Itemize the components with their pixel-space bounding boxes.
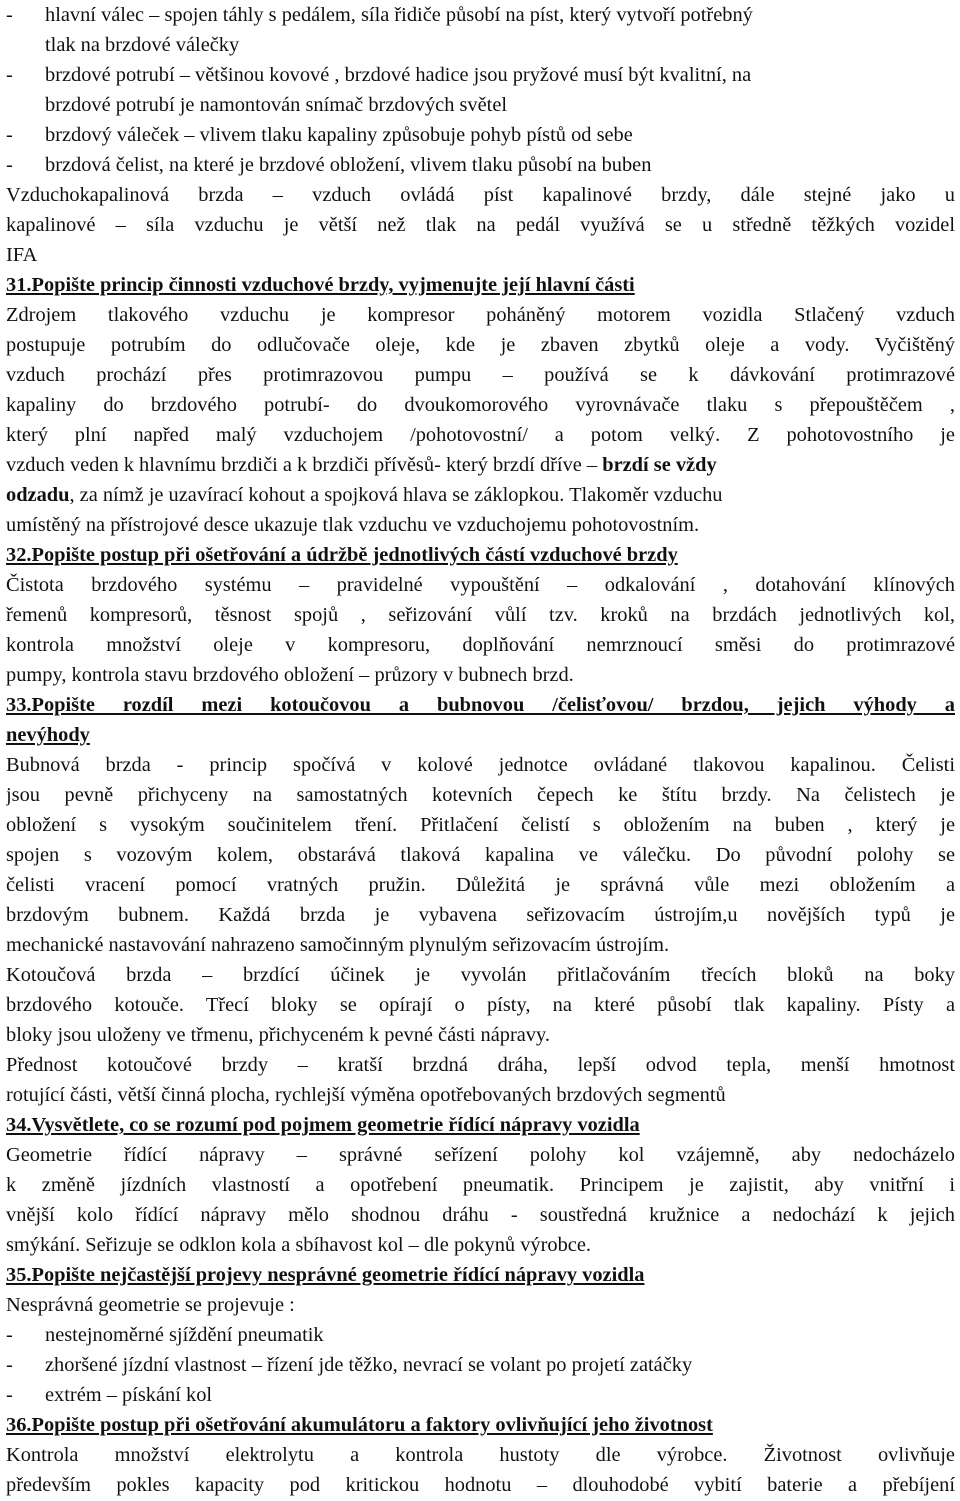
text-line — [6, 450, 955, 480]
text-line: řemenů kompresorů, těsnost spojů , seřizování vůlí tzv. kroků na brzdách jednotlivých kol, — [6, 604, 955, 626]
text-line: k změně jízdních vlastností a opotřebení pneumatik. Principem je zajistit, aby vnitřní i — [6, 1174, 955, 1196]
text-line: čelisti vracení pomocí vratných pružin. Důležitá je správná vůle mezi obložením a — [6, 874, 955, 896]
bold-text: odzadu — [6, 484, 70, 506]
text-line: Kotoučová brzda – brzdící účinek je vyvolán přitlačováním třecích bloků na boky — [6, 964, 955, 986]
bullet-item — [6, 1350, 955, 1380]
bullet-text: brzdové potrubí – většinou kovové , brzdové hadice jsou pryžové musí být kvalitní, na — [45, 64, 752, 86]
text-line: jsou pevně přichyceny na samostatných kotevních čepech ke štítu brzdy. Na čelistech je — [6, 784, 955, 806]
text-line: kontrola množství oleje v kompresoru, doplňování nemrznoucí směsi do protimrazové — [6, 634, 955, 656]
bullet-text: zhoršené jízdní vlastnost – řízení jde těžko, nevrací se volant po projetí zatáčky — [45, 1354, 693, 1376]
section-heading-36: 36.Popište postup při ošetřování akumulátoru a faktory ovlivňující jeho životnost — [6, 1414, 713, 1436]
text-line: Přednost kotoučové brzdy – kratší brzdná dráha, lepší odvod tepla, menší hmotnost — [6, 1054, 955, 1076]
bullet-dash: - — [6, 124, 13, 146]
text-span: vzduch veden k hlavnímu brzdiči a k brzdiči přívěsů- který brzdí dříve – — [6, 454, 603, 476]
text-line: spojen s vozovým kolem, obstarává tlaková kapalina ve válečku. Do původní polohy se — [6, 844, 955, 866]
bullet-text: extrém – pískání kol — [45, 1384, 213, 1406]
text-line: brzdového kotouče. Třecí bloky se opírají o písty, na které působí tlak kapaliny. Písty a — [6, 994, 955, 1016]
bullet-text: brzdový váleček – vlivem tlaku kapaliny způsobuje pohyb pístů od sebe — [45, 124, 633, 146]
text-line: vzduch prochází přes protimrazovou pumpu – používá se k dávkování protimrazové — [6, 364, 955, 386]
text-line: rotující části, větší činná plocha, rychlejší výměna opotřebovaných brzdových segmentů — [6, 1084, 726, 1106]
text-line: Zdrojem tlakového vzduchu je kompresor poháněný motorem vozidla Stlačený vzduch — [6, 304, 955, 326]
section-heading-34: 34.Vysvětlete, co se rozumí pod pojmem geometrie řídící nápravy vozidla — [6, 1114, 640, 1136]
text-line: pumpy, kontrola stavu brzdového obložení – průzory v bubnech brzd. — [6, 664, 574, 686]
text-line: který plní napřed malý vzduchojem /pohotovostní/ a potom velký. Z pohotovostního je — [6, 424, 955, 446]
bullet-item — [6, 150, 955, 180]
bold-text: brzdí se vždy — [602, 454, 717, 476]
text-line: Geometrie řídící nápravy – správné seřízení polohy kol vzájemně, aby nedocházelo — [6, 1144, 955, 1166]
text-line: smýkání. Seřizuje se odklon kola a sbíhavost kol – dle pokynů výrobce. — [6, 1234, 591, 1256]
section-heading-32: 32.Popište postup při ošetřování a údržbě jednotlivých částí vzduchové brzdy — [6, 544, 678, 566]
bullet-dash: - — [6, 1324, 13, 1346]
text-line: tlak na brzdové válečky — [45, 34, 240, 56]
bullet-text: brzdová čelist, na které je brzdové obložení, vlivem tlaku působí na buben — [45, 154, 652, 176]
bullet-text: hlavní válec – spojen táhly s pedálem, síla řidiče působí na píst, který vytvoří potřebný — [45, 4, 753, 26]
text-line: Vzduchokapalinová brzda – vzduch ovládá píst kapalinové brzdy, dále stejné jako u — [6, 184, 955, 206]
bullet-item — [6, 120, 955, 150]
bullet-item — [6, 60, 955, 90]
bullet-dash: - — [6, 1354, 13, 1376]
bullet-text: nestejnoměrné sjíždění pneumatik — [45, 1324, 324, 1346]
text-line: především pokles kapacity pod kritickou hodnotu – dlouhodobé vybití baterie a přebíjení — [6, 1474, 955, 1496]
text-line: Kontrola množství elektrolytu a kontrola hustoty dle výrobce. Životnost ovlivňuje — [6, 1444, 955, 1466]
text-line: IFA — [6, 244, 38, 266]
text-line: umístěný na přístrojové desce ukazuje tlak vzduchu ve vzduchojemu pohotovostním. — [6, 514, 700, 536]
text-line: kapalinové – síla vzduchu je větší než tlak na pedál využívá se u středně těžkých vozidel — [6, 214, 955, 236]
text-line: Bubnová brzda - princip spočívá v kolové jednotce ovládané tlakovou kapalinou. Čelisti — [6, 754, 955, 776]
text-line: brzdovým bubnem. Každá brzda je vybavena seřizovacím ústrojím,u novějších typů je — [6, 904, 955, 926]
text-line: bloky jsou uloženy ve třmenu, přichyceném k pevné části nápravy. — [6, 1024, 550, 1046]
section-heading-31: 31.Popište princip činnosti vzduchové brzdy, vyjmenujte její hlavní části — [6, 274, 635, 296]
bullet-item — [6, 0, 955, 30]
text-line — [6, 480, 955, 510]
text-line: Čistota brzdového systému – pravidelné vypouštění – odkalování , dotahování klínových — [6, 574, 955, 596]
text-line: brzdové potrubí je namontován snímač brzdových světel — [45, 94, 508, 116]
section-heading-35: 35.Popište nejčastější projevy nesprávné geometrie řídící nápravy vozidla — [6, 1264, 645, 1286]
bullet-dash: - — [6, 64, 13, 86]
bullet-dash: - — [6, 1384, 13, 1406]
bullet-dash: - — [6, 154, 13, 176]
section-heading-33-cont: nevýhody — [6, 724, 90, 746]
text-line: mechanické nastavování nahrazeno samočinným plynulým seřizovacím ústrojím. — [6, 934, 670, 956]
bullet-item — [6, 1380, 955, 1410]
text-line: Nesprávná geometrie se projevuje : — [6, 1294, 295, 1316]
text-span: , za nímž je uzavírací kohout a spojková hlava se záklopkou. Tlakoměr vzduchu — [69, 484, 723, 506]
text-line: vnější kolo řídící nápravy mělo shodnou dráhu - soustředná kružnice a nedochází k jejich — [6, 1204, 955, 1226]
text-line: obložení s vysokým součinitelem tření. Přitlačení čelistí s obložením na buben , který je — [6, 814, 955, 836]
bullet-item — [6, 1320, 955, 1350]
bullet-dash: - — [6, 4, 13, 26]
text-line: kapaliny do brzdového potrubí- do dvoukomorového vyrovnávače tlaku s přepouštěčem , — [6, 394, 955, 416]
text-line: postupuje potrubím do odlučovače oleje, kde je zbaven zbytků oleje a vody. Vyčištěný — [6, 334, 955, 356]
section-heading-33: 33.Popište rozdíl mezi kotoučovou a bubnovou /čelisťovou/ brzdou, jejich výhody a — [6, 694, 955, 716]
